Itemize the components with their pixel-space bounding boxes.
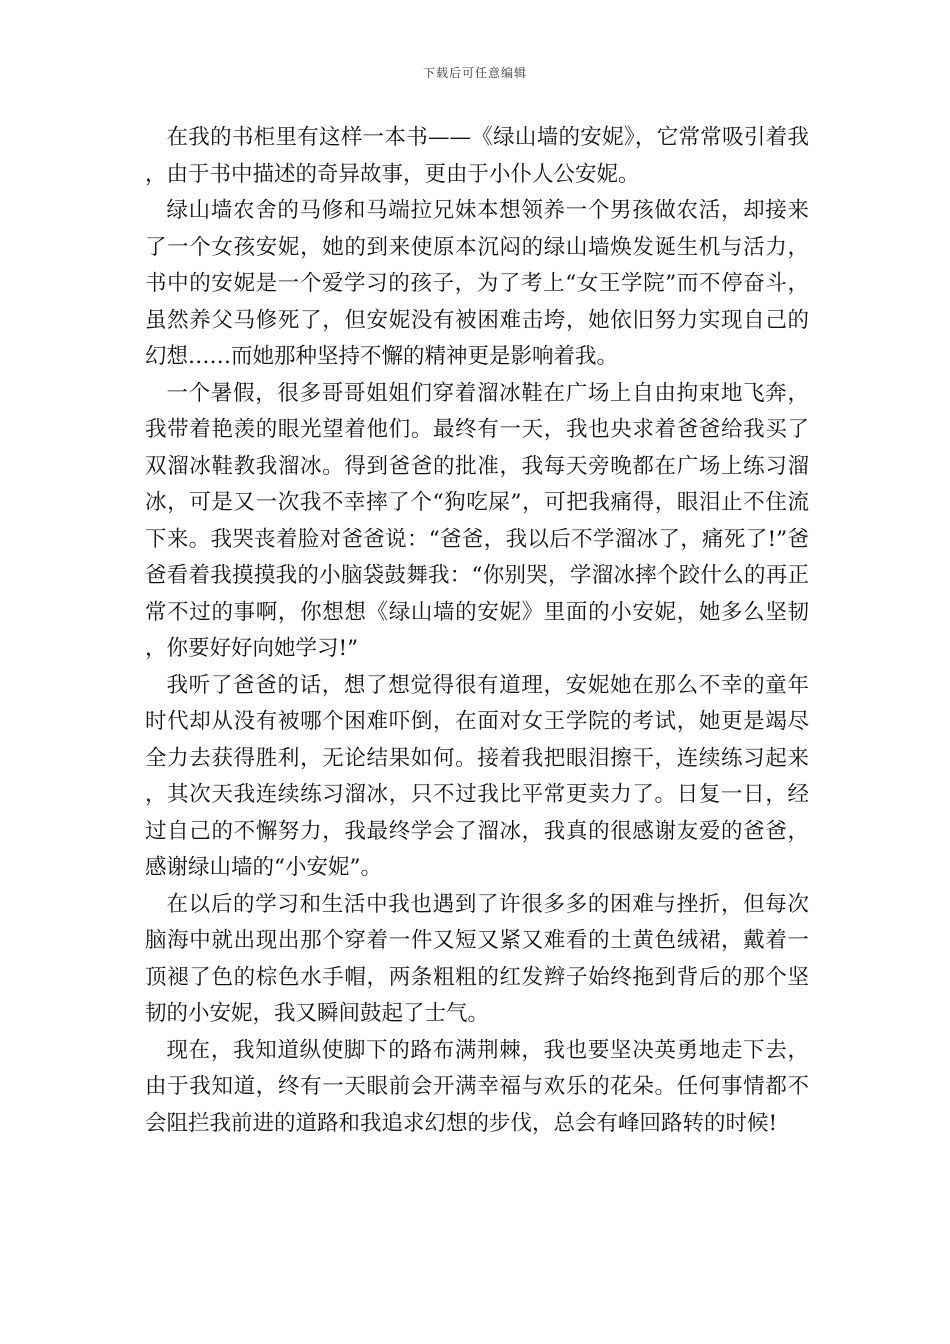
paragraph: 一个暑假，很多哥哥姐姐们穿着溜冰鞋在广场上自由拘束地飞奔，我带着艳羡的眼光望着他们。最终有一天，我也央求着爸爸给我买了双溜冰鞋教我溜冰。得到爸爸的批准，我每天旁晚都在广场上练习溜冰，可是又一次我不幸摔了个“狗吃屎”，可把我痛得，眼泪止不住流下来。我哭丧着脸对爸爸说：“爸爸，我以后不学溜冰了，痛死了!”爸爸看着我摸摸我的小脑袋鼓舞我：“你别哭，学溜冰摔个跤什么的再正常不过的事啊，你想想《绿山墙的安妮》里面的小安妮，她多么坚韧，你要好好向她学习!” bbox=[145, 380, 809, 661]
paragraph: 现在，我知道纵使脚下的路布满荆棘，我也要坚决英勇地走下去，由于我知道，终有一天眼前会开满幸福与欢乐的花朵。任何事情都不会阻拦我前进的道路和我追求幻想的步伐，总会有峰回路转的时候! bbox=[145, 1037, 809, 1136]
page-header: 下载后可任意编辑 bbox=[422, 66, 527, 80]
paragraph: 绿山墙农舍的马修和马端拉兄妹本想领养一个男孩做农活，却接来了一个女孩安妮，她的到来使原本沉闷的绿山墙焕发诞生机与活力，书中的安妮是一个爱学习的孩子，为了考上“女王学院”而不停奋斗，虽然养父马修死了，但安妮没有被困难击垮，她依旧努力实现自己的幻想……而她那种坚持不懈的精神更是影响着我。 bbox=[145, 198, 809, 369]
paragraph: 在以后的学习和生活中我也遇到了许很多多的困难与挫折，但每次脑海中就出现出那个穿着一件又短又紧又难看的土黄色绒裙，戴着一顶褪了色的棕色水手帽，两条粗粗的红发辫子始终拖到背后的那个坚韧的小安妮，我又瞬间鼓起了士气。 bbox=[145, 891, 809, 1026]
paragraph: 在我的书柜里有这样一本书——《绿山墙的安妮》，它常常吸引着我，由于书中描述的奇异故事，更由于小仆人公安妮。 bbox=[145, 125, 809, 187]
document-body bbox=[145, 120, 809, 1142]
paragraph: 我听了爸爸的话，想了想觉得很有道理，安妮她在那么不幸的童年时代却从没有被哪个困难吓倒，在面对女王学院的考试，她更是竭尽全力去获得胜利，无论结果如何。接着我把眼泪擦干，连续练习起来，其次天我连续练习溜冰，只不过我比平常更卖力了。日复一日，经过自己的不懈努力，我最终学会了溜冰，我真的很感谢友爱的爸爸，感谢绿山墙的“小安妮”。 bbox=[145, 672, 809, 880]
